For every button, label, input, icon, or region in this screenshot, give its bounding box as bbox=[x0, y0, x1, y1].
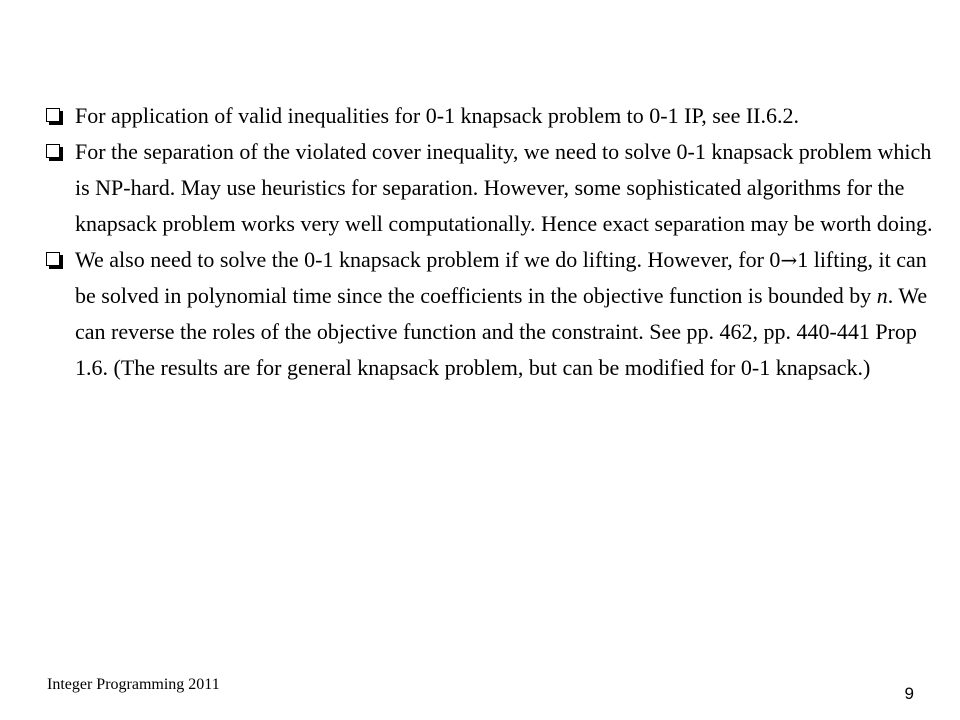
footer-course-title: Integer Programming 2011 bbox=[47, 676, 220, 693]
page-number: 9 bbox=[904, 684, 914, 703]
square-bullet-icon bbox=[46, 108, 60, 122]
bullet-text-3a: We also need to solve the 0-1 knapsack problem if we do lifting. However, for 0 bbox=[75, 247, 781, 272]
square-bullet-icon bbox=[46, 144, 60, 158]
square-bullet-icon bbox=[46, 252, 60, 266]
bullet-item-3 bbox=[46, 242, 936, 386]
bullet-text-2: For the separation of the violated cover inequality, we need to solve 0-1 knapsack problem which is NP-hard. May use heuristics for separation. However, some sophisticated algorithms for the knapsack problem works very well computationally. Hence exact separation may be worth doing. bbox=[75, 139, 933, 236]
bullet-item-2 bbox=[46, 134, 936, 242]
right-arrow-symbol: → bbox=[780, 248, 798, 272]
bullet-text-3b: 1 lifting, it can be solved in polynomial time since the coefficients in the objective function is bounded by bbox=[75, 247, 927, 308]
bullet-text-1: For application of valid inequalities for 0-1 knapsack problem to 0-1 IP, see II.6.2. bbox=[75, 103, 799, 128]
bullet-text-3c: . We can reverse the roles of the objective function and the constraint. See pp. 462, pp. 440-441 Prop 1.6. (The results are for general knapsack problem, but can be modified for 0-1 knapsack.) bbox=[75, 283, 928, 380]
variable-n: n bbox=[876, 283, 888, 308]
bullet-item-1 bbox=[46, 98, 936, 134]
slide-body bbox=[46, 98, 936, 386]
